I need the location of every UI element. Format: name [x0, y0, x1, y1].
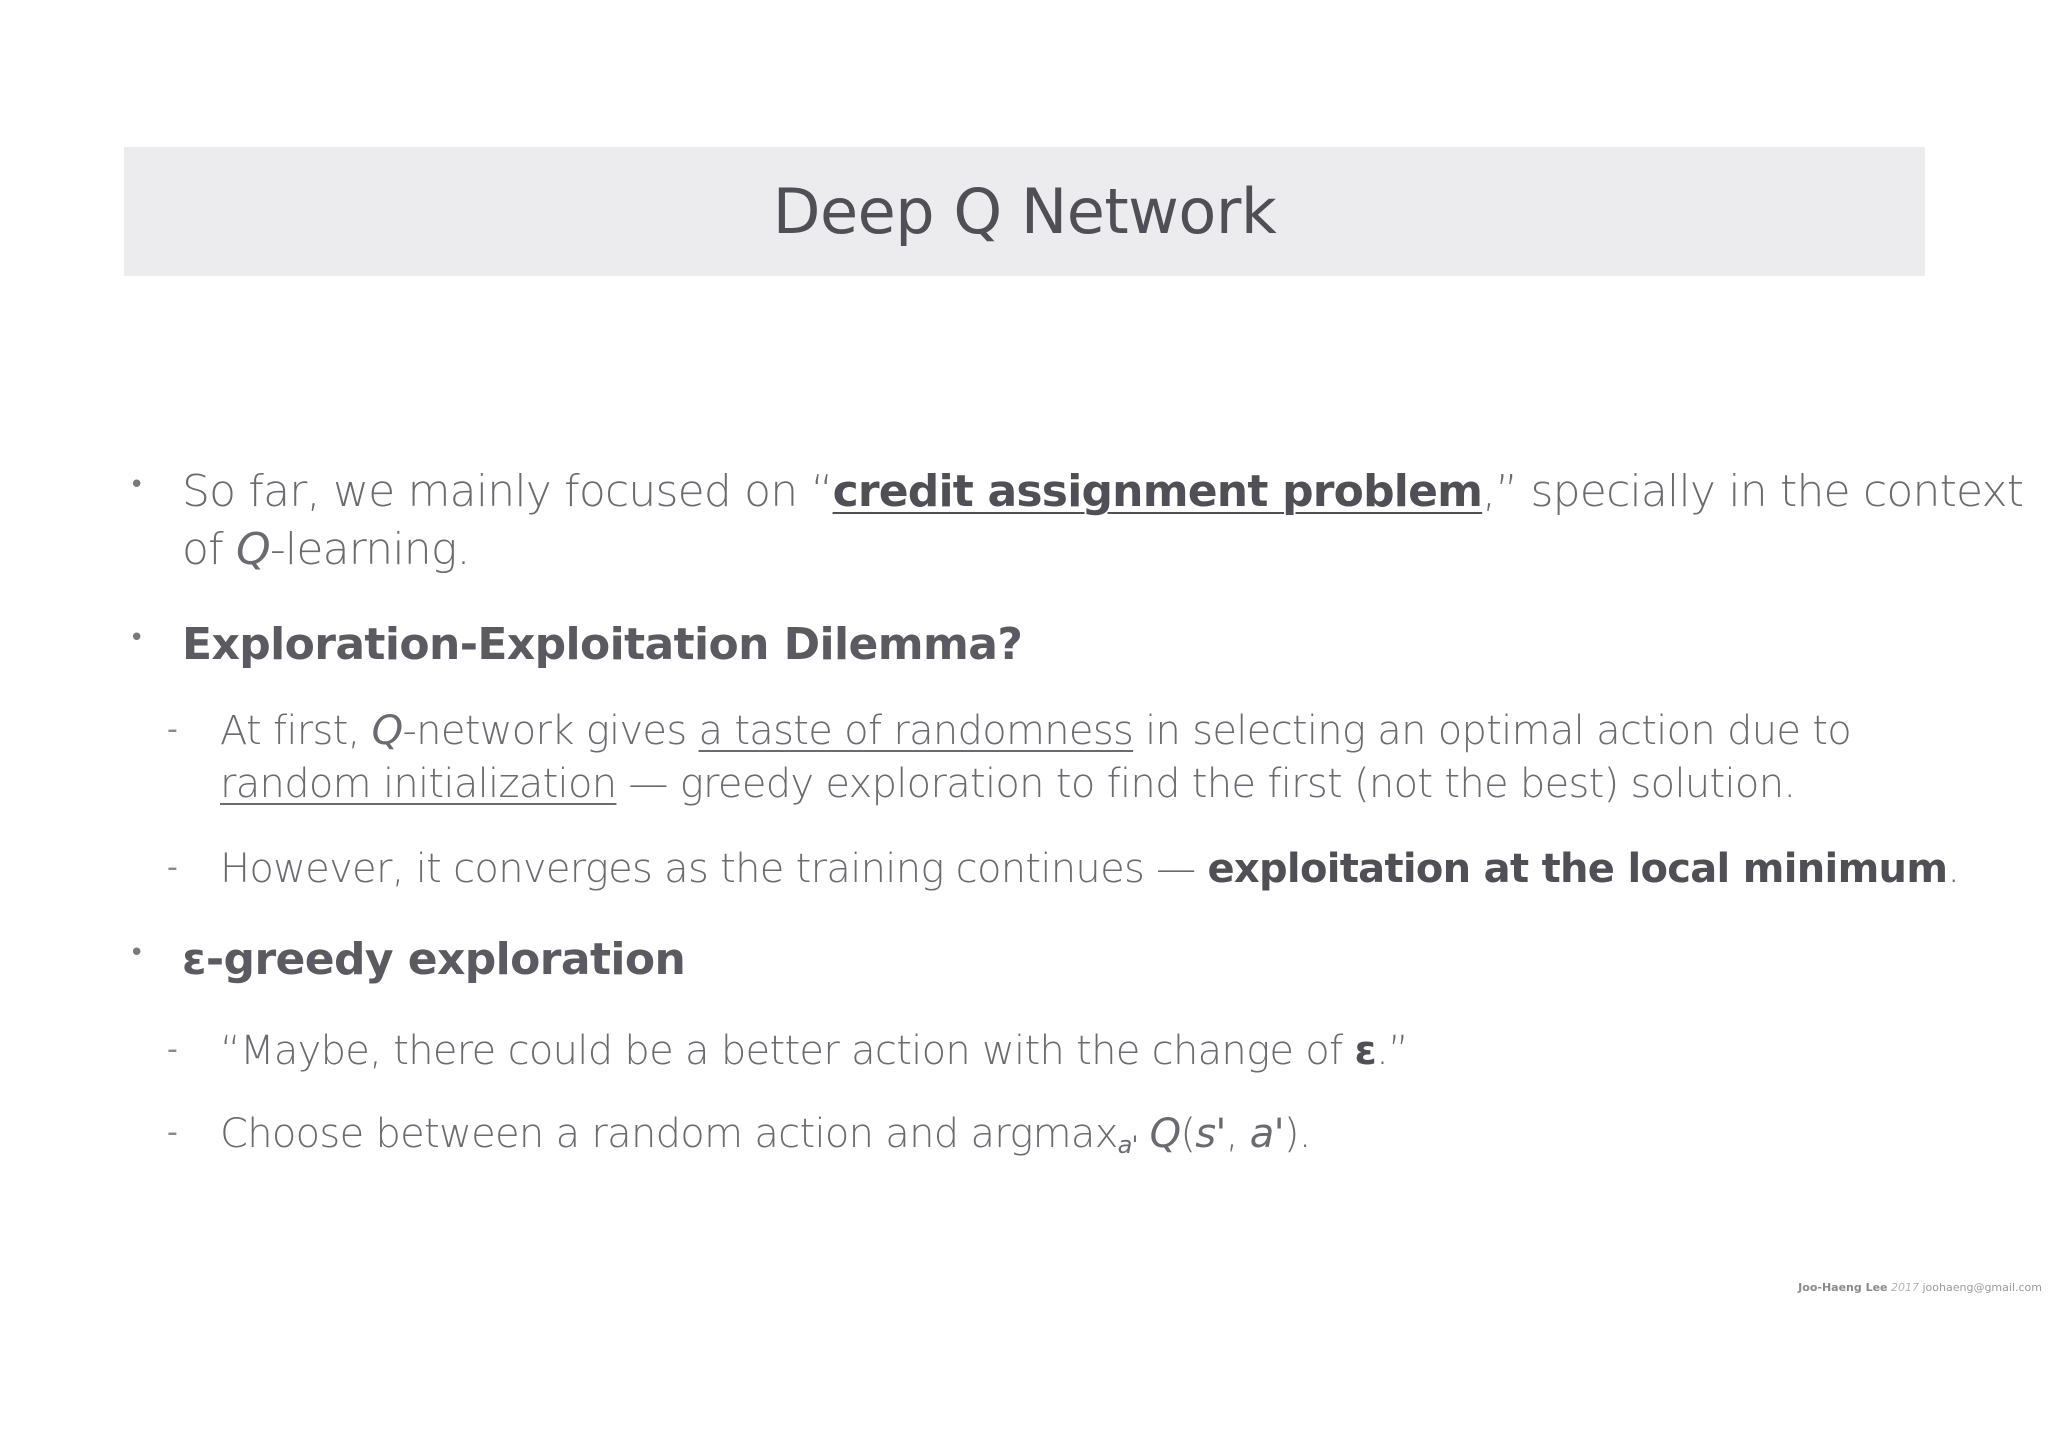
bullet-marker: • [129, 938, 145, 968]
subbullet-converges [220, 843, 1960, 896]
text-span: a' [1249, 1111, 1284, 1157]
bullet-credit-assignment [182, 463, 2024, 579]
text-span [1138, 1111, 1150, 1157]
random-initialization-emphasis: random initialization [220, 761, 617, 807]
text-span: .” [1376, 1028, 1409, 1074]
text-span: However, it converges as the training continues — [220, 846, 1208, 892]
credit-assignment-emphasis: credit assignment problem [832, 466, 1483, 517]
slide-title: Deep Q Network [772, 175, 1277, 248]
local-minimum-emphasis: exploitation at the local minimum [1207, 846, 1948, 892]
text-span: -learning. [269, 524, 470, 575]
epsilon-symbol: ε [1354, 1028, 1377, 1074]
footer-year: 2017 [1891, 1281, 1919, 1294]
text-span: — greedy exploration to find the first (not the best) solution. [616, 761, 1796, 807]
bullet-marker: • [129, 623, 145, 653]
text-span: -network gives [402, 708, 699, 754]
text-span: in selecting an optimal action due to [1133, 708, 1852, 754]
text-span: So far, we mainly focused on “ [182, 466, 833, 517]
dash-marker: - [167, 850, 178, 885]
taste-of-randomness-emphasis: a taste of randomness [698, 708, 1134, 754]
text-span: s' [1195, 1111, 1226, 1157]
dash-marker: - [167, 712, 178, 747]
text-span: Choose between a random action and argmax [220, 1111, 1118, 1157]
text-span: Q [371, 708, 403, 754]
bullet-epsilon-greedy: ε-greedy exploration [182, 934, 686, 985]
argmax-subscript: a' [1117, 1131, 1138, 1159]
text-span: , [1225, 1111, 1250, 1157]
subbullet-randomness [220, 705, 1920, 811]
text-span: ). [1283, 1111, 1311, 1157]
subbullet-maybe [220, 1025, 1920, 1078]
text-span: . [1947, 846, 1960, 892]
bullet-exploration-dilemma: Exploration-Exploitation Dilemma? [182, 619, 1023, 670]
dash-marker: - [167, 1115, 178, 1150]
text-span: At first, [220, 708, 372, 754]
slide-footer [1798, 1281, 2042, 1294]
bullet-marker: • [129, 470, 145, 500]
text-span: ,” specially in the context [1482, 466, 2024, 517]
dash-marker: - [167, 1032, 178, 1067]
text-span: of [182, 524, 236, 575]
text-span: Q [1149, 1111, 1181, 1157]
text-span: Q [236, 524, 270, 575]
footer-author: Joo-Haeng Lee [1798, 1281, 1888, 1294]
footer-email: joohaeng@gmail.com [1922, 1281, 2042, 1294]
text-span: ( [1180, 1111, 1196, 1157]
text-span: “Maybe, there could be a better action with the change of [220, 1028, 1355, 1074]
subbullet-choose [220, 1108, 1920, 1172]
title-bar [124, 147, 1925, 276]
